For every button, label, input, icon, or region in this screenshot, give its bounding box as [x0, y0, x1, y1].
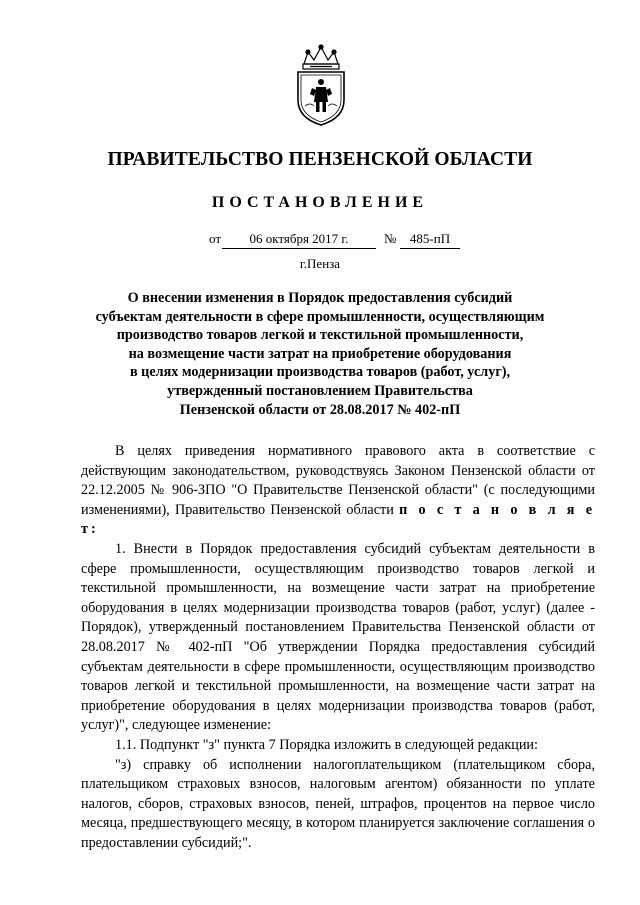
date-prefix: от	[209, 231, 222, 246]
subject-line: субъектам деятельности в сфере промышленности, осуществляющим	[95, 308, 545, 325]
penza-coat-of-arms-icon	[290, 44, 352, 128]
number-prefix: №	[384, 231, 397, 246]
subject-line: О внесении изменения в Порядок предоставления субсидий	[127, 290, 513, 306]
subject-line: Пензенской области от 28.08.2017 № 402-пП	[179, 401, 461, 418]
city: г.Пенза	[299, 256, 341, 271]
document-subject	[80, 289, 560, 419]
item-1-1-paragraph: 1.1. Подпункт "з" пункта 7 Порядка изложить в следующей редакции:	[115, 736, 538, 753]
quoted-text-paragraph: "з) справку об исполнении налогоплательщиком (плательщиком сбора, плательщиком страховых взносов, налоговым агентом) обязанности по уплате налогов, сборов, страховых взносов, пеней, штрафов, процентов на первое число месяца, предшествующего месяцу, в котором планируется заключение соглашения о предоставлении субсидий;".	[81, 756, 595, 851]
subject-line: производство товаров легкой и текстильной промышленности,	[116, 327, 524, 344]
document-date: 06 октября 2017 г.	[222, 231, 376, 249]
document-body	[81, 442, 595, 853]
document-type: ПОСТАНОВЛЕНИЕ	[211, 194, 429, 211]
preamble-paragraph	[81, 442, 595, 540]
subject-line: в целях модернизации производства товаров (работ, услуг),	[129, 364, 511, 381]
preamble-text: В целях приведения нормативного правового акта в соответствие с действующим законодательством, руководствуясь Законом Пензенской области от 22.12.2005 № 906-ЗПО "О Правительстве Пензенской области" (с последующими изменениями), Правительство Пензенской области	[81, 443, 595, 518]
item-1-paragraph: 1. Внести в Порядок предоставления субсидий субъектам деятельности в сфере промышленности, осуществляющим производство товаров легкой и текстильной промышленности, на возмещение части затрат на приобретение оборудования в целях модернизации производства товаров (работ, услуг) (далее - Порядок), утвержденный постановлением Правительства Пензенской области от 28.08.2017 № 402-пП "Об утверждении Порядка предоставления субсидий субъектам деятельности в сфере промышленности, осуществляющим производство товаров легкой и текстильной промышленности, на возмещение части затрат на приобретение оборудования в целях модернизации производства товаров (работ, услуг)", следующее изменение:	[81, 540, 595, 734]
resolves-word: п о с т а н о в л я е т:	[81, 501, 596, 538]
document-number: 485-пП	[400, 231, 460, 249]
subject-line: утвержденный постановлением Правительства	[167, 382, 473, 399]
subject-line: на возмещение части затрат на приобретение оборудования	[128, 345, 512, 362]
government-title: ПРАВИТЕЛЬСТВО ПЕНЗЕНСКОЙ ОБЛАСТИ	[107, 149, 533, 170]
